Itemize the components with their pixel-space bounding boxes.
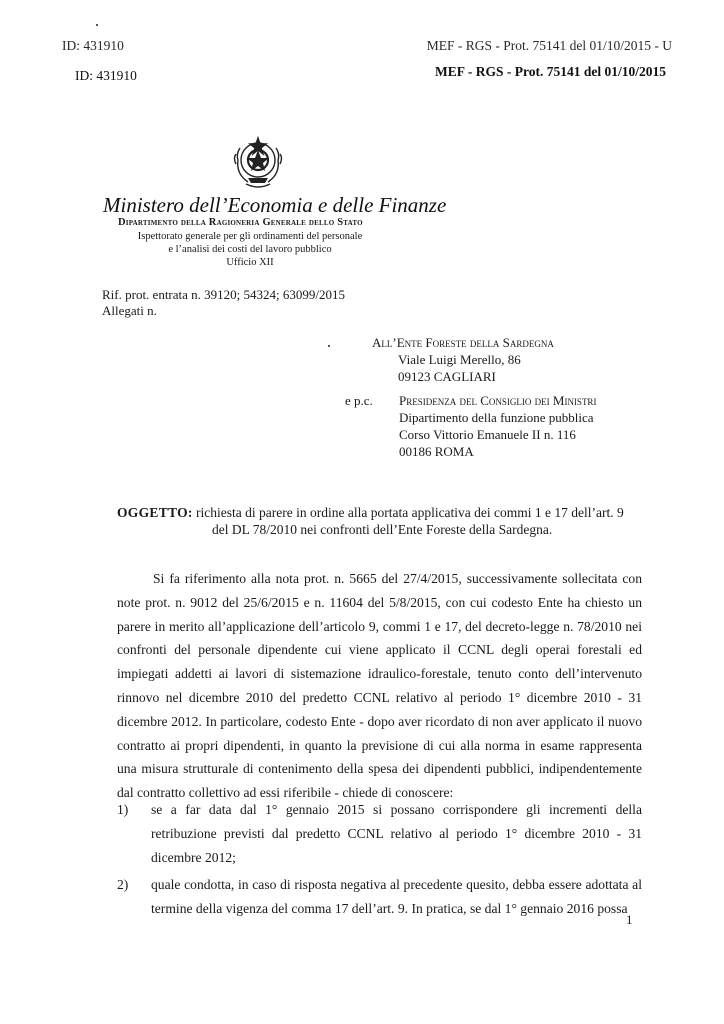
list-item — [117, 798, 642, 869]
cc-recipient-name: Presidenza del Consiglio dei Ministri — [399, 393, 597, 408]
reference-protocols: Rif. prot. entrata n. 39120; 54324; 63099/2015 — [102, 287, 346, 302]
cc-street: Corso Vittorio Emanuele II n. 116 — [399, 427, 576, 442]
protocol-number-top-right: MEF - RGS - Prot. 75141 del 01/10/2015 - U — [426, 38, 672, 53]
cc-label: e p.c. — [345, 393, 373, 408]
subject-line-2: del DL 78/2010 nei confronti dell’Ente Foreste della Sardegna. — [212, 522, 553, 537]
questions-list — [117, 798, 642, 925]
subject-label: OGGETTO: — [117, 505, 193, 520]
cc-address — [399, 392, 596, 460]
subject-line-1: richiesta di parere in ordine alla portata applicativa dei commi 1 e 17 dell’art. 9 — [196, 505, 624, 520]
body-paragraph — [117, 567, 642, 805]
body-paragraph-1: Si fa riferimento alla nota prot. n. 5665 del 27/4/2015, successivamente sollecitata con note prot. n. 9012 del 25/6/2015 e n. 11604 del 5/8/2015, con cui codesto Ente ha chiesto un parere in merito all’applicazione dell’articolo 9, commi 1 e 17, del decreto-legge n. 78/2010 nei confronti del personale dipendente cui viene applicato il CCNL degli operai forestali ed impiegati addetti ai lavori di sistemazione idraulico-forestale, tenuto conto dell’intervenuto rinnovo nel dicembre 2010 del predetto CCNL relativo al periodo 1° dicembre 2010 - 31 dicembre 2012. In particolare, codesto Ente - dopo aver ricordato di non aver applicato il nuovo contratto ai propri dipendenti, in quanto la previsione di cui alla norma in esame rappresenta una misura strutturale di contenimento della spesa dei dipendenti pubblici, indipendentemente dal contratto collettivo ad essi riferibile - chiede di conoscere: — [117, 571, 642, 801]
office-line-3: Ufficio XII — [226, 257, 274, 268]
ministry-name: Ministero dell’Economia e delle Finanze — [103, 193, 447, 217]
protocol-id-top-left: ID: 431910 — [62, 38, 124, 53]
list-item-number: 2) — [117, 877, 129, 893]
attachments-label: Allegati n. — [102, 303, 157, 318]
office-line-1: Ispettorato generale per gli ordinamenti del personale — [137, 231, 363, 242]
page-number: 1 — [626, 912, 633, 927]
department-name: Dipartimento della Ragioneria Generale dello Stato — [118, 217, 363, 228]
office-line-2: e l’analisi dei costi del lavoro pubblico — [168, 244, 332, 255]
scan-speck — [96, 24, 98, 26]
scan-speck — [328, 345, 330, 347]
italian-republic-emblem-icon — [228, 130, 288, 192]
list-item — [117, 873, 642, 921]
protocol-number-second-right: MEF - RGS - Prot. 75141 del 01/10/2015 — [435, 64, 666, 79]
recipient-address — [372, 334, 554, 385]
recipient-city: 09123 CAGLIARI — [398, 369, 496, 384]
recipient-street: Viale Luigi Merello, 86 — [398, 352, 521, 367]
protocol-id-second-left: ID: 431910 — [75, 68, 137, 83]
list-item-number: 1) — [117, 802, 129, 817]
list-item-text: quale condotta, in caso di risposta negativa al precedente quesito, debba essere adottata al termine della vigenza del comma 17 dell’art. 9. In pratica, se dal 1° gennaio 2016 possa — [151, 877, 642, 917]
recipient-name: All’Ente Foreste della Sardegna — [372, 335, 554, 350]
subject-block — [117, 504, 624, 521]
cc-department: Dipartimento della funzione pubblica — [399, 410, 594, 425]
list-item-text: se a far data dal 1° gennaio 2015 si possano corrispondere gli incrementi della retribuzione previsti dal predetto CCNL relativo al periodo 1° dicembre 2010 - 31 dicembre 2012; — [151, 802, 642, 865]
cc-city: 00186 ROMA — [399, 444, 474, 459]
